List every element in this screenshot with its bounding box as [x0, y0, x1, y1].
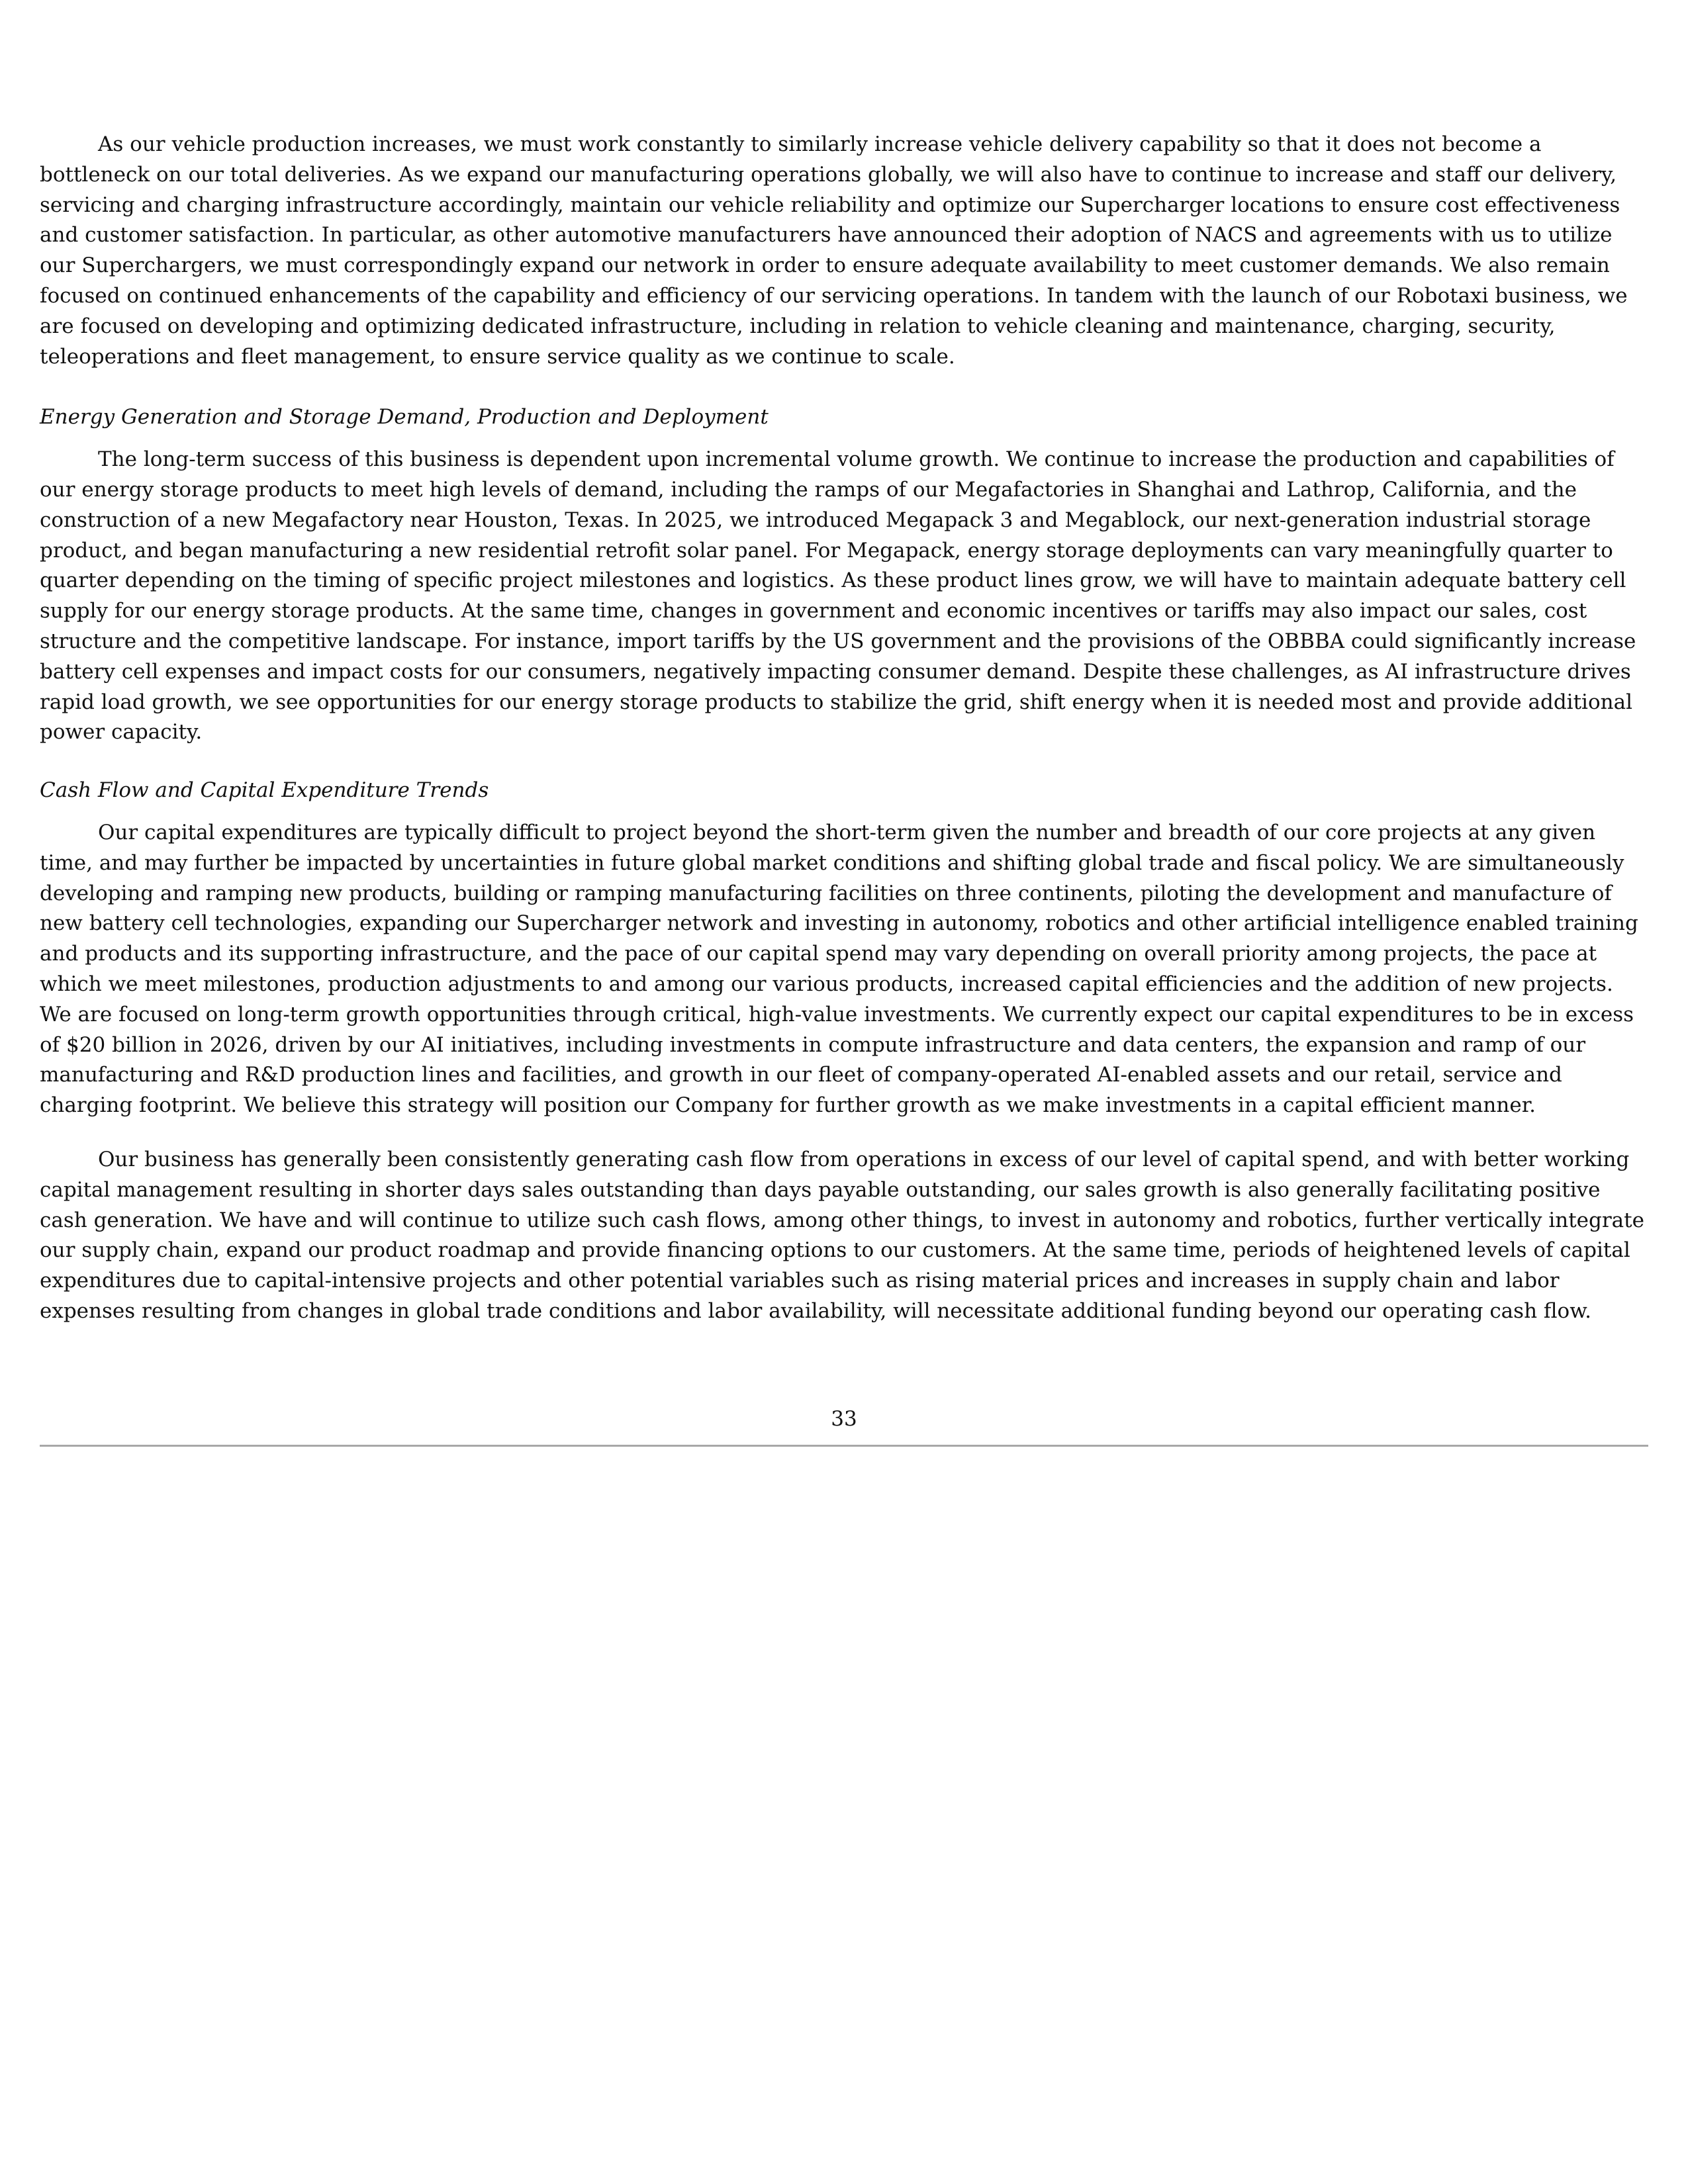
document-body [40, 130, 1648, 1327]
paragraph-vehicle-delivery: As our vehicle production increases, we must work constantly to similarly increase vehicle delivery capability so that it does not become a bottleneck on our total deliveries. As we expand our manufacturing operations globally, we will also have to continue to increase and staff our delivery, servicing and charging infrastructure accordingly, maintain our vehicle reliability and optimize our Supercharger locations to ensure cost effectiveness and customer satisfaction. In particular, as other automotive manufacturers have announced their adoption of NACS and agreements with us to utilize our Superchargers, we must correspondingly expand our network in order to ensure adequate availability to meet customer demands. We also remain focused on continued enhancements of the capability and efficiency of our servicing operations. In tandem with the launch of our Robotaxi business, we are focused on developing and optimizing dedicated infrastructure, including in relation to vehicle cleaning and maintenance, charging, security, teleoperations and fleet management, to ensure service quality as we continue to scale. [40, 132, 1628, 369]
page-divider [40, 1445, 1648, 1447]
paragraph-capital-expenditures: Our capital expenditures are typically difficult to project beyond the short-term given the number and breadth of our core projects at any given time, and may further be impacted by uncertainties in future global market conditions and shifting global trade and fiscal policy. We are simultaneously developing and ramping new products, building or ramping manufacturing facilities on three continents, piloting the development and manufacture of new battery cell technologies, expanding our Supercharger network and investing in autonomy, robotics and other artificial intelligence enabled training and products and its supporting infrastructure, and the pace of our capital spend may vary depending on overall priority among projects, the pace at which we meet milestones, production adjustments to and among our various products, increased capital efficiencies and the addition of new projects. We are focused on long-term growth opportunities through critical, high-value investments. We currently expect our capital expenditures to be in excess of $20 billion in 2026, driven by our AI initiatives, including investments in compute infrastructure and data centers, the expansion and ramp of our manufacturing and R&D production lines and facilities, and growth in our fleet of company-operated AI-enabled assets and our retail, service and charging footprint. We believe this strategy will position our Company for further growth as we make investments in a capital efficient manner. [40, 820, 1638, 1118]
section-heading-cash-flow: Cash Flow and Capital Expenditure Trends [40, 778, 489, 803]
paragraph-cash-generation: Our business has generally been consistently generating cash flow from operations in excess of our level of capital spend, and with better working capital management resulting in shorter days sales outstanding than days payable outstanding, our sales growth is also generally facilitating positive cash generation. We have and will continue to utilize such cash flows, among other things, to invest in autonomy and robotics, further vertically integrate our supply chain, expand our product roadmap and provide financing options to our customers. At the same time, periods of heightened levels of capital expenditures due to capital-intensive projects and other potential variables such as rising material prices and increases in supply chain and labor expenses resulting from changes in global trade conditions and labor availability, will necessitate additional funding beyond our operating cash flow. [40, 1147, 1644, 1323]
paragraph-energy-storage: The long-term success of this business is dependent upon incremental volume growth. We continue to increase the production and capabilities of our energy storage products to meet high levels of demand, including the ramps of our Megafactories in Shanghai and Lathrop, California, and the construction of a new Megafactory near Houston, Texas. In 2025, we introduced Megapack 3 and Megablock, our next-generation industrial storage product, and began manufacturing a new residential retrofit solar panel. For Megapack, energy storage deployments can vary meaningfully quarter to quarter depending on the timing of specific project milestones and logistics. As these product lines grow, we will have to maintain adequate battery cell supply for our energy storage products. At the same time, changes in government and economic incentives or tariffs may also impact our sales, cost structure and the competitive landscape. For instance, import tariffs by the US government and the provisions of the OBBBA could significantly increase battery cell expenses and impact costs for our consumers, negatively impacting consumer demand. Despite these challenges, as AI infrastructure drives rapid load growth, we see opportunities for our energy storage products to stabilize the grid, shift energy when it is needed most and provide additional power capacity. [40, 447, 1636, 745]
page-number: 33 [831, 1407, 857, 1431]
section-heading-energy: Energy Generation and Storage Demand, Production and Deployment [40, 405, 769, 430]
